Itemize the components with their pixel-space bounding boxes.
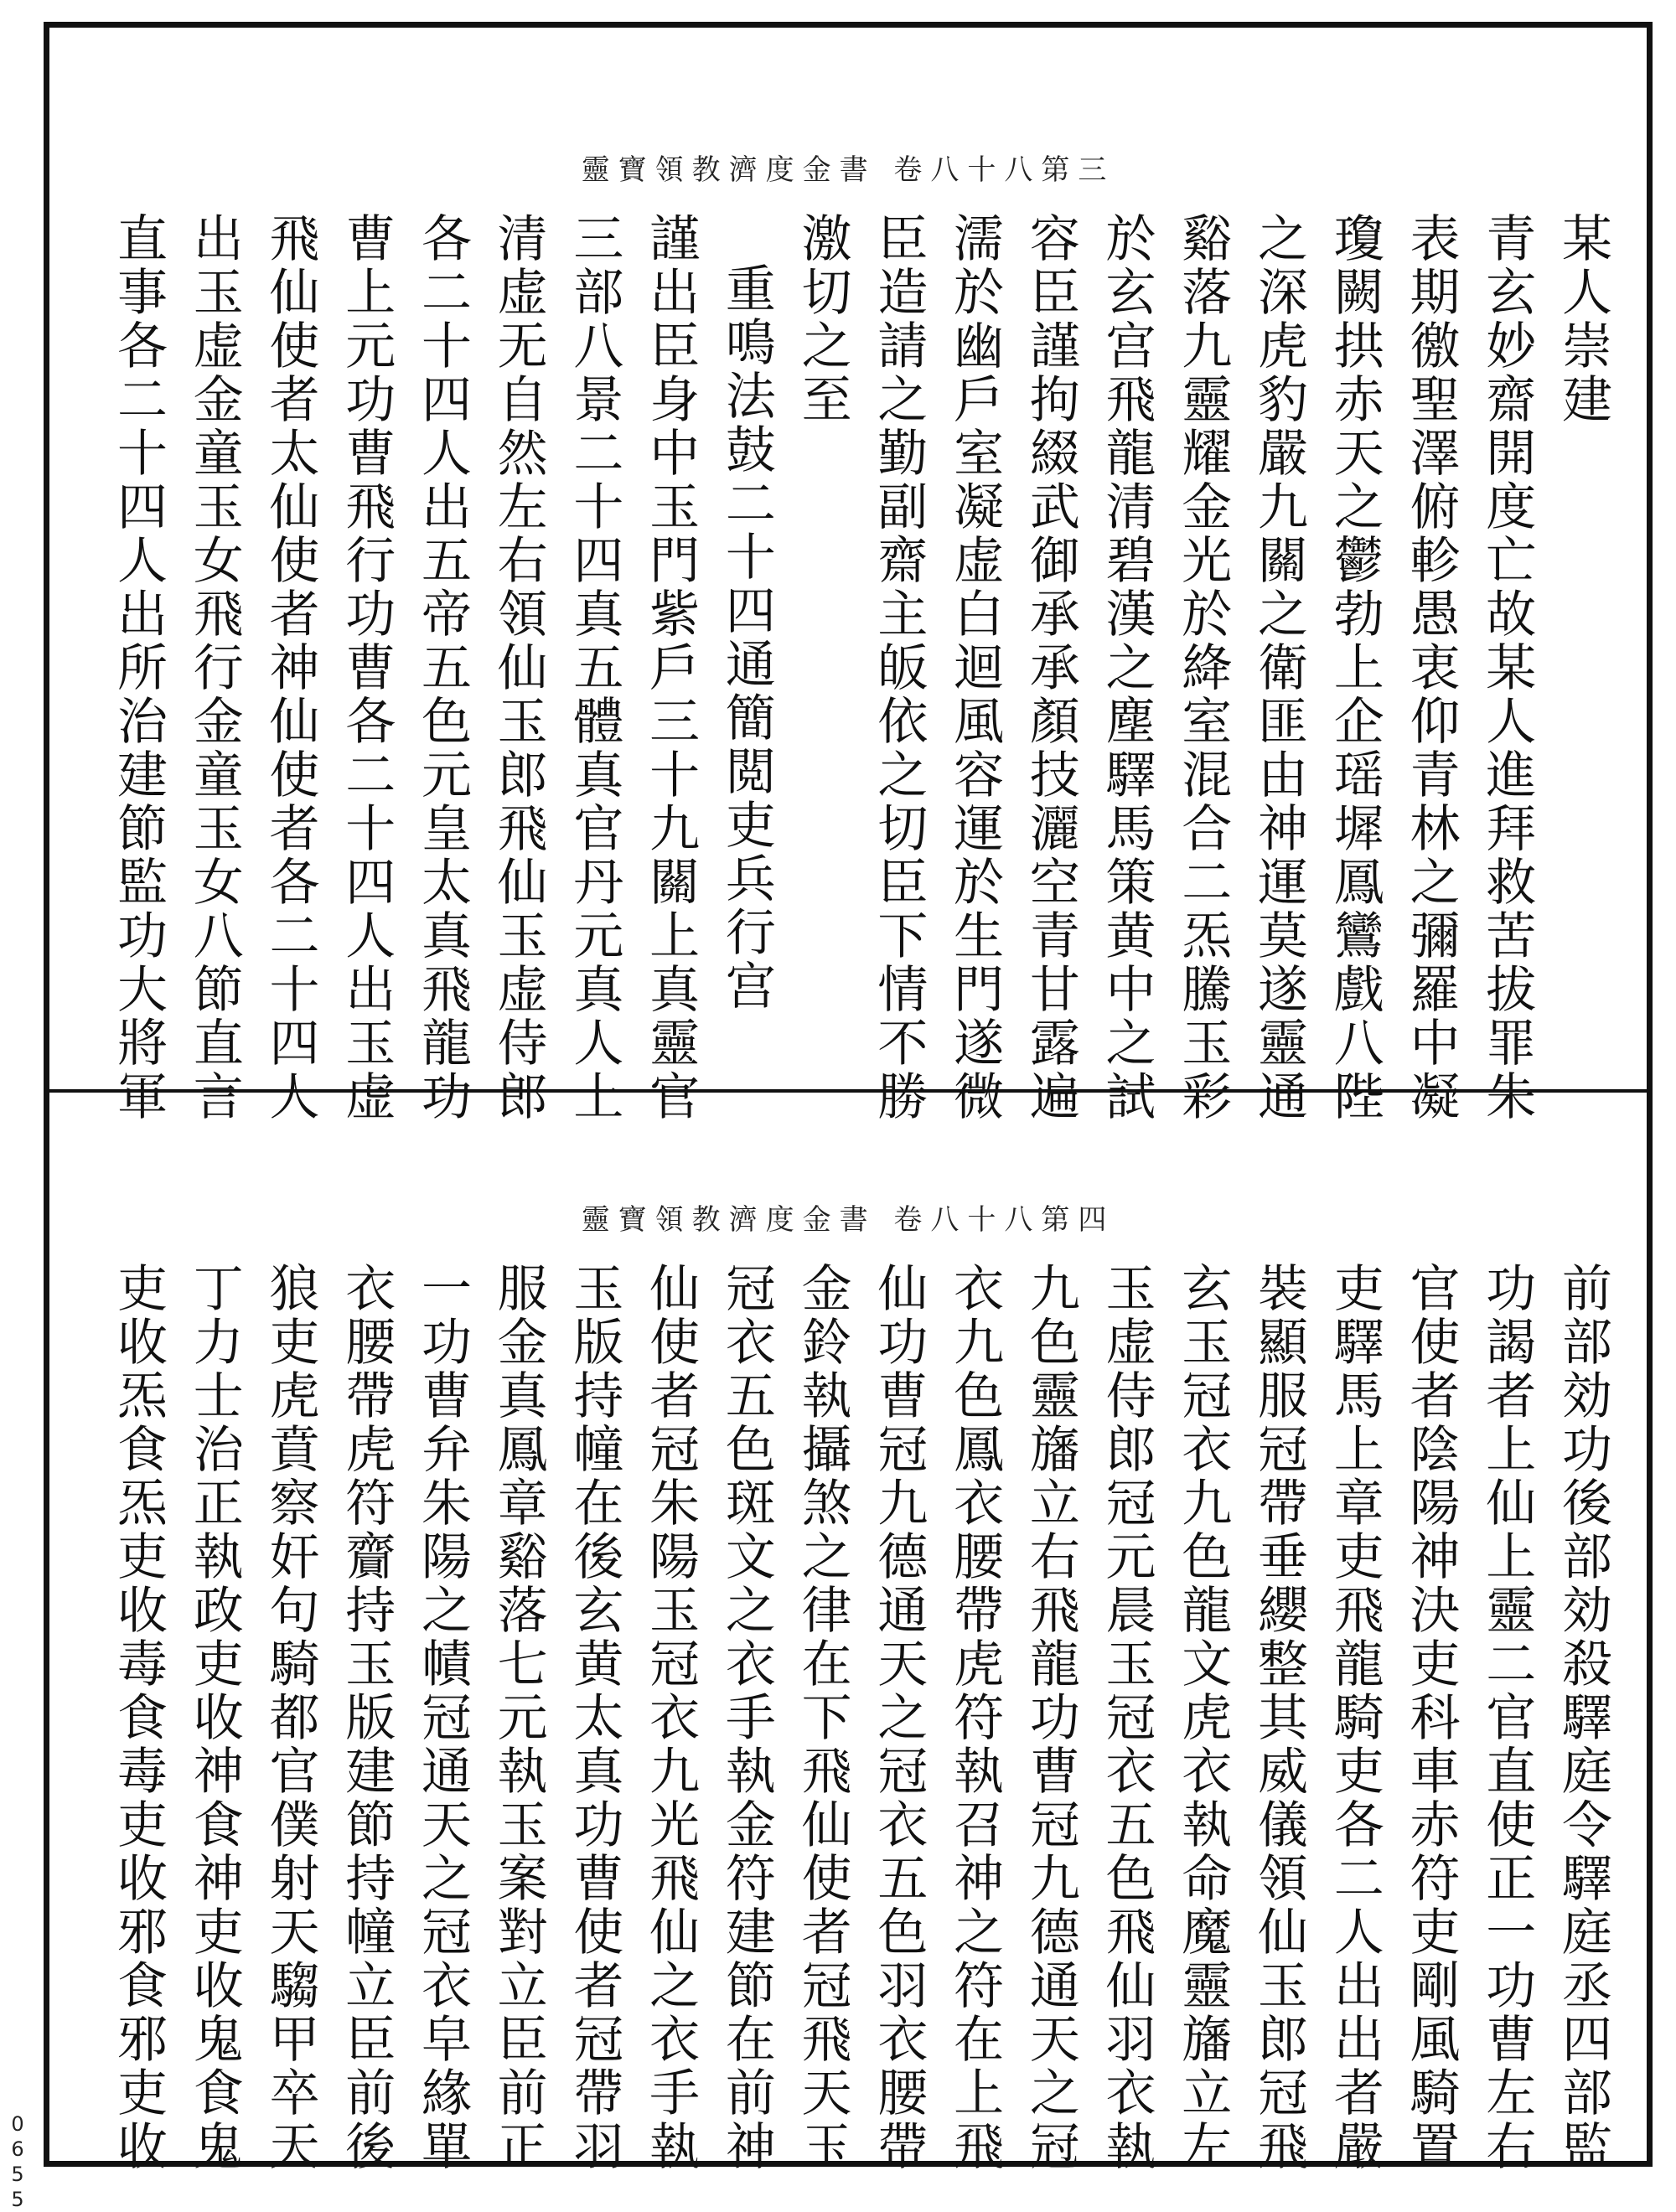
text-column: 於玄宫飛龍清碧漢之塵驛馬策黄中之試 bbox=[1097, 212, 1156, 1124]
text-column: 功謁者上仙上靈二官直使正一功曹左右 bbox=[1477, 1262, 1537, 2173]
text-column: 官使者陰陽神決吏科車赤符吏剛風騎置 bbox=[1401, 1262, 1461, 2173]
text-column: 出玉虚金童玉女飛行金童玉女八節直言 bbox=[184, 212, 244, 1124]
text-column: 裝顯服冠帶垂纓整其威儀領仙玉郎冠飛 bbox=[1249, 1262, 1309, 2173]
upper-text-columns bbox=[88, 212, 1612, 1124]
text-column: 激切之至 bbox=[793, 212, 852, 426]
page-number: 0655 bbox=[11, 2112, 24, 2211]
text-column: 三部八景二十四真五體真官丹元真人上 bbox=[565, 212, 624, 1124]
text-column: 之深虎豹嚴九關之衛匪由神運莫遂靈通 bbox=[1249, 212, 1309, 1124]
text-column: 容臣謹拘綴武御承承顏技灑空青甘露遍 bbox=[1021, 212, 1080, 1124]
text-column: 仙功曹冠九德通天之冠衣五色羽衣腰帶 bbox=[869, 1262, 929, 2173]
text-column: 九色靈旛立右飛龍功曹冠九德通天之冠 bbox=[1021, 1262, 1080, 2173]
text-column: 丁力士治正執政吏收神食神吏收鬼食鬼 bbox=[184, 1262, 244, 2173]
text-column: 衣腰帶虎符齎持玉版建節持幢立臣前後 bbox=[337, 1262, 396, 2173]
upper-page bbox=[50, 28, 1646, 1124]
text-column: 飛仙使者太仙使者神仙使者各二十四人 bbox=[261, 212, 320, 1124]
text-column: 濡於幽戶室凝虚白迴風容運於生門遂微 bbox=[945, 212, 1005, 1124]
text-column: 玄玉冠衣九色龍文虎衣執命魔靈旛立左 bbox=[1173, 1262, 1233, 2173]
lower-page-header: 靈寶領教濟度金書 卷八十八第四 bbox=[581, 1203, 1115, 1237]
lower-text-columns bbox=[88, 1262, 1612, 2173]
text-column: 前部効功後部効殺驛庭令驛庭丞四部監 bbox=[1553, 1262, 1612, 2173]
text-column: 青玄妙齋開度亡故某人進拜救苦拔罪朱 bbox=[1477, 212, 1537, 1124]
text-column: 金鈴執攝煞之律在下飛仙使者冠飛天玉 bbox=[793, 1262, 852, 2173]
text-column: 瓊闕拱赤天之鬱勃上企瑶墀鳳鸞戲八陛 bbox=[1325, 212, 1384, 1124]
text-column: 冠衣五色斑文之衣手執金符建節在前神 bbox=[716, 1262, 776, 2173]
text-column: 各二十四人出五帝五色元皇太真飛龍功 bbox=[412, 212, 472, 1124]
text-column: 谿落九靈耀金光於絳室混合二炁騰玉彩 bbox=[1173, 212, 1233, 1124]
lower-page bbox=[50, 1094, 1646, 2173]
upper-page-header: 靈寶領教濟度金書 卷八十八第三 bbox=[581, 153, 1115, 187]
text-column: 吏驛馬上章吏飛龍騎吏各二人出出者嚴 bbox=[1325, 1262, 1384, 2173]
text-column: 曹上元功曹飛行功曹各二十四人出玉虚 bbox=[337, 212, 396, 1124]
text-column: 狼吏虎賁察奸句騎都官僕射天騶甲卒天 bbox=[261, 1262, 320, 2173]
text-column: 玉虚侍郎冠元晨玉冠衣五色飛仙羽衣執 bbox=[1097, 1262, 1156, 2173]
text-column: 臣造請之勤副齋主皈依之切臣下情不勝 bbox=[869, 212, 929, 1124]
text-column: 表期徼聖澤俯軫愚衷仰青林之彌羅中凝 bbox=[1401, 212, 1461, 1124]
text-column: 仙使者冠朱陽玉冠衣九光飛仙之衣手執 bbox=[641, 1262, 701, 2173]
text-column: 玉版持幢在後玄黄太真功曹使者冠帶羽 bbox=[565, 1262, 624, 2173]
text-column: 吏收炁食炁吏收毒食毒吏收邪食邪吏收 bbox=[109, 1262, 168, 2173]
text-column: 衣九色鳳衣腰帶虎符執召神之符在上飛 bbox=[945, 1262, 1005, 2173]
text-column: 謹出臣身中玉門紫戶三十九關上真靈官 bbox=[641, 212, 701, 1124]
text-column: 直事各二十四人出所治建節監功大將軍 bbox=[109, 212, 168, 1124]
text-column: 清虚无自然左右領仙玉郎飛仙玉虚侍郎 bbox=[489, 212, 548, 1124]
text-column: 服金真鳳章谿落七元執玉案對立臣前正 bbox=[489, 1262, 548, 2173]
text-column: 某人崇建 bbox=[1553, 212, 1612, 426]
text-column: 一功曹弁朱陽之幘冠通天之冠衣皁緣單 bbox=[412, 1262, 472, 2173]
text-column: 重鳴法鼓二十四通簡閲吏兵行宫 bbox=[716, 262, 776, 1013]
